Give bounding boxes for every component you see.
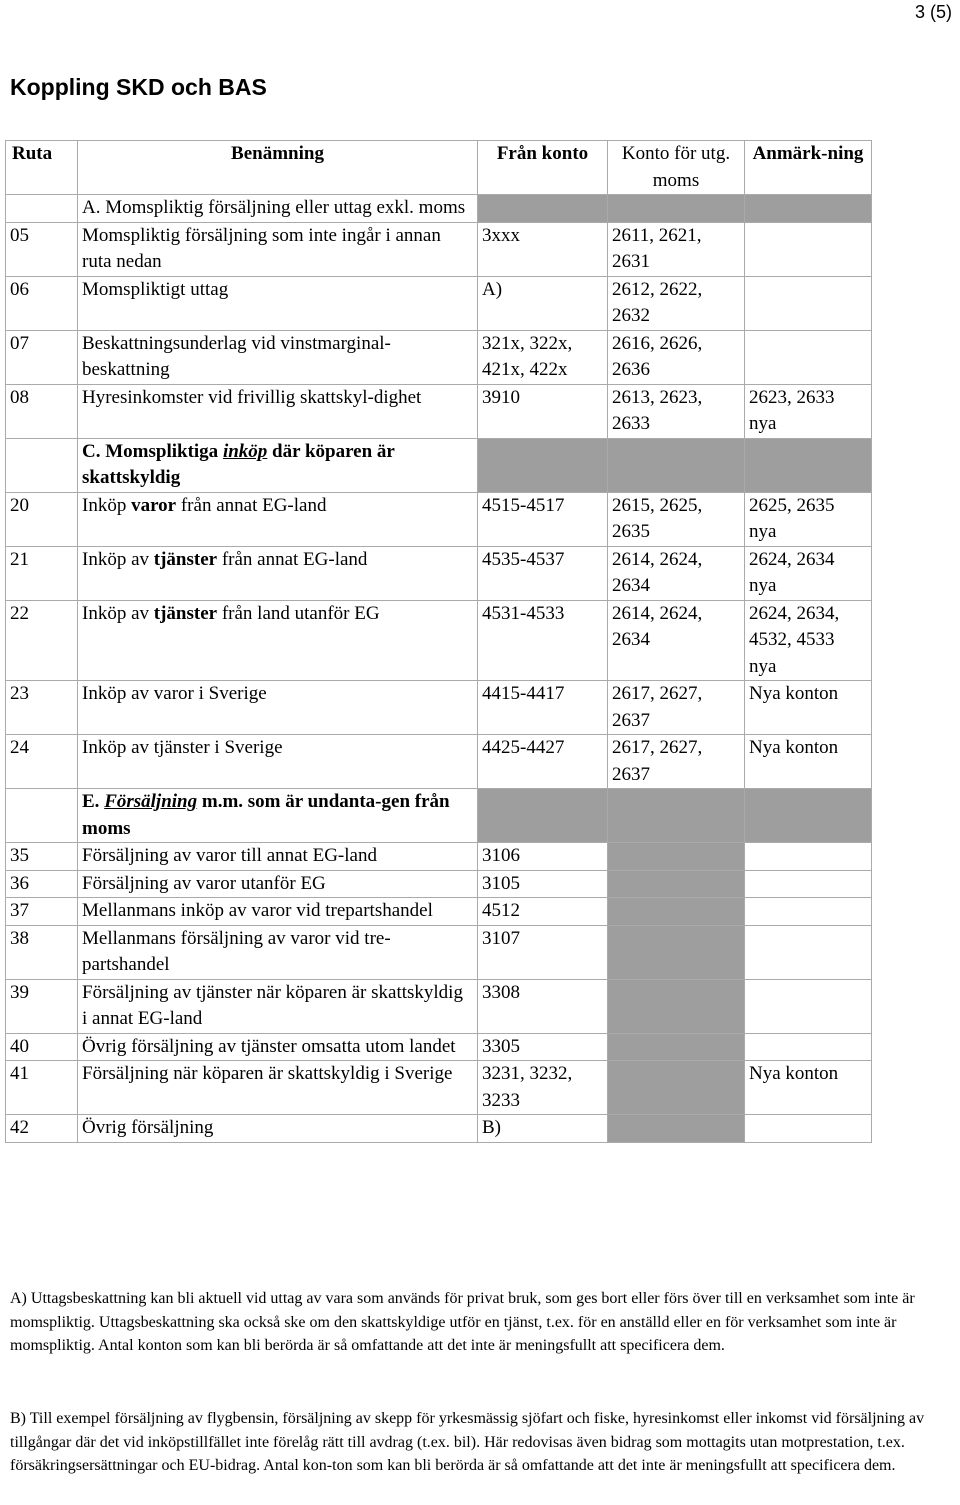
anmarkning-cell xyxy=(745,898,872,926)
fran-konto-cell: 3910 xyxy=(478,384,608,438)
section-a-heading: A. Momspliktig försäljning eller uttag exkl. moms xyxy=(78,195,478,223)
table-row xyxy=(6,546,872,600)
table-row xyxy=(6,898,872,926)
konto-utg-moms-cell xyxy=(608,843,745,871)
konto-utg-moms-cell xyxy=(608,925,745,979)
table-body xyxy=(6,195,872,1143)
mapping-table xyxy=(5,140,872,1143)
benamning-bold: tjänster xyxy=(153,602,218,624)
benamning-cell: Försäljning av tjänster när köparen är skattskyldig i annat EG-land xyxy=(78,979,478,1033)
section-row-a xyxy=(6,195,872,223)
konto-utg-moms-cell xyxy=(608,870,745,898)
ruta-cell: 35 xyxy=(6,843,78,871)
fran-konto-cell: 4531-4533 xyxy=(478,600,608,681)
ruta-cell: 21 xyxy=(6,546,78,600)
fran-konto-cell: B) xyxy=(478,1115,608,1143)
fran-konto-cell: 4512 xyxy=(478,898,608,926)
benamning-cell xyxy=(78,492,478,546)
konto-utg-moms-cell: 2617, 2627, 2637 xyxy=(608,681,745,735)
section-e-heading xyxy=(78,789,478,843)
table-row xyxy=(6,1061,872,1115)
anmarkning-cell xyxy=(745,925,872,979)
page-number: 3 (5) xyxy=(914,2,952,22)
section-e-post: m.m. som är undanta-gen från moms xyxy=(82,791,450,839)
konto-utg-moms-cell xyxy=(608,979,745,1033)
anmarkning-cell xyxy=(745,843,872,871)
empty-cell xyxy=(6,438,78,492)
ruta-cell: 40 xyxy=(6,1033,78,1061)
shaded-cell xyxy=(478,438,608,492)
benamning-text: Inköp av varor i Sverige xyxy=(82,683,267,704)
ruta-cell: 08 xyxy=(6,384,78,438)
empty-cell xyxy=(6,789,78,843)
table-row xyxy=(6,492,872,546)
footnote-b: B) Till exempel försäljning av flygbensin, försäljning av skepp för yrkesmässig sjöfart och fiske, hyresinkomst eller inkomst vid försäljning av tillgångar där det vid inköpstillfället inte förelåg rätt till avdrag (t.ex. bil). Här redovisas även bidrag som mottagits utan motprestation, t.ex. försäkringsersättningar och EU-bidrag. Antal kon-ton som kan bli berörda är så omfattande att det inte är meningsfullt att specificera dem. xyxy=(10,1410,925,1474)
anmarkning-cell xyxy=(745,870,872,898)
header-fran-konto: Från konto xyxy=(478,141,608,195)
benamning-bold: tjänster xyxy=(153,548,218,570)
anmarkning-cell: 2624, 2634, 4532, 4533 nya xyxy=(745,600,872,681)
fran-konto-cell: 321x, 322x, 421x, 422x xyxy=(478,330,608,384)
konto-utg-moms-cell xyxy=(608,1061,745,1115)
shaded-cell xyxy=(478,789,608,843)
benamning-text: Inköp av tjänster i Sverige xyxy=(82,737,283,758)
table-row xyxy=(6,843,872,871)
fran-konto-cell: A) xyxy=(478,276,608,330)
ruta-cell: 39 xyxy=(6,979,78,1033)
benamning-cell xyxy=(78,600,478,681)
fran-konto-cell: 4515-4517 xyxy=(478,492,608,546)
table-row xyxy=(6,681,872,735)
table-row xyxy=(6,925,872,979)
ruta-cell: 05 xyxy=(6,222,78,276)
anmarkning-cell: 2623, 2633 nya xyxy=(745,384,872,438)
shaded-cell xyxy=(745,438,872,492)
table-row xyxy=(6,276,872,330)
benamning-text: Inköp av xyxy=(82,602,154,624)
shaded-cell xyxy=(608,438,745,492)
konto-utg-moms-cell: 2616, 2626, 2636 xyxy=(608,330,745,384)
table-row xyxy=(6,330,872,384)
fran-konto-cell: 3106 xyxy=(478,843,608,871)
anmarkning-cell: Nya konton xyxy=(745,681,872,735)
benamning-cell: Momspliktig försäljning som inte ingår i annan ruta nedan xyxy=(78,222,478,276)
ruta-cell: 38 xyxy=(6,925,78,979)
benamning-cell: Momspliktigt uttag xyxy=(78,276,478,330)
table-row xyxy=(6,1115,872,1143)
header-ruta: Ruta xyxy=(6,141,78,195)
fran-konto-cell: 4425-4427 xyxy=(478,735,608,789)
ruta-cell: 37 xyxy=(6,898,78,926)
konto-utg-moms-cell: 2613, 2623, 2633 xyxy=(608,384,745,438)
section-row-e xyxy=(6,789,872,843)
benamning-cell xyxy=(78,546,478,600)
fran-konto-cell: 3308 xyxy=(478,979,608,1033)
benamning-text: Inköp xyxy=(82,494,132,516)
table-header-row xyxy=(6,141,872,195)
konto-utg-moms-cell: 2614, 2624, 2634 xyxy=(608,546,745,600)
table-row xyxy=(6,384,872,438)
benamning-cell: Övrig försäljning av tjänster omsatta utom landet xyxy=(78,1033,478,1061)
fran-konto-cell: 3105 xyxy=(478,870,608,898)
fran-konto-cell: 3xxx xyxy=(478,222,608,276)
konto-utg-moms-cell: 2612, 2622, 2632 xyxy=(608,276,745,330)
benamning-cell: Mellanmans inköp av varor vid trepartshandel xyxy=(78,898,478,926)
anmarkning-cell xyxy=(745,1115,872,1143)
ruta-cell: 06 xyxy=(6,276,78,330)
ruta-cell: 24 xyxy=(6,735,78,789)
table-row xyxy=(6,735,872,789)
header-benamning: Benämning xyxy=(78,141,478,195)
fran-konto-cell: 3231, 3232, 3233 xyxy=(478,1061,608,1115)
konto-utg-moms-cell: 2617, 2627, 2637 xyxy=(608,735,745,789)
anmarkning-cell: Nya konton xyxy=(745,735,872,789)
section-e-pre: E. xyxy=(82,791,105,812)
benamning-cell: Beskattningsunderlag vid vinstmarginal-beskattning xyxy=(78,330,478,384)
section-c-pre: C. Momspliktiga xyxy=(82,440,223,462)
ruta-cell: 42 xyxy=(6,1115,78,1143)
konto-utg-moms-cell: 2615, 2625, 2635 xyxy=(608,492,745,546)
anmarkning-cell: 2625, 2635 nya xyxy=(745,492,872,546)
shaded-cell xyxy=(608,789,745,843)
konto-utg-moms-cell xyxy=(608,898,745,926)
fran-konto-cell: 3107 xyxy=(478,925,608,979)
benamning-text: från annat EG-land xyxy=(217,548,368,570)
table-row xyxy=(6,600,872,681)
benamning-cell: Mellanmans försäljning av varor vid tre-partshandel xyxy=(78,925,478,979)
konto-utg-moms-cell: 2611, 2621, 2631 xyxy=(608,222,745,276)
benamning-cell xyxy=(78,681,478,735)
benamning-cell: Försäljning när köparen är skattskyldig i Sverige xyxy=(78,1061,478,1115)
section-c-emphasis: inköp xyxy=(222,440,268,462)
shaded-cell xyxy=(745,789,872,843)
fran-konto-cell: 4535-4537 xyxy=(478,546,608,600)
section-c-post: där köparen är skattskyldig xyxy=(82,440,395,488)
fran-konto-cell: 4415-4417 xyxy=(478,681,608,735)
table-row xyxy=(6,222,872,276)
anmarkning-cell xyxy=(745,222,872,276)
anmarkning-cell: 2624, 2634 nya xyxy=(745,546,872,600)
section-row-c xyxy=(6,438,872,492)
anmarkning-cell xyxy=(745,276,872,330)
table-row xyxy=(6,979,872,1033)
benamning-cell: Hyresinkomster vid frivillig skattskyl-dighet xyxy=(78,384,478,438)
fran-konto-cell: 3305 xyxy=(478,1033,608,1061)
benamning-cell: Försäljning av varor utanför EG xyxy=(78,870,478,898)
table-row xyxy=(6,1033,872,1061)
benamning-cell xyxy=(78,735,478,789)
konto-utg-moms-cell: 2614, 2624, 2634 xyxy=(608,600,745,681)
benamning-text: Inköp av xyxy=(82,548,154,570)
footnote-a: A) Uttagsbeskattning kan bli aktuell vid uttag av vara som används för privat bruk, som ges bort eller förs över till en verksamhet som inte är momspliktig. Uttagsbeskattning ska också ske om den skattskyldige utför en tjänst, t.ex. för en anställd eller en för verksamhet som inte är momspliktig. Antal konton som kan bli berörda är så omfattande att det inte är meningsfullt att specificera dem. xyxy=(10,1290,915,1354)
benamning-cell: Försäljning av varor till annat EG-land xyxy=(78,843,478,871)
ruta-cell: 36 xyxy=(6,870,78,898)
header-anmarkning: Anmärk-ning xyxy=(745,141,872,195)
benamning-text: från annat EG-land xyxy=(176,494,327,516)
ruta-cell: 23 xyxy=(6,681,78,735)
ruta-cell: 07 xyxy=(6,330,78,384)
header-konto-utg-moms: Konto för utg. moms xyxy=(608,141,745,195)
benamning-cell: Övrig försäljning xyxy=(78,1115,478,1143)
section-e-emphasis: Försäljning xyxy=(104,791,198,812)
anmarkning-cell: Nya konton xyxy=(745,1061,872,1115)
ruta-cell: 20 xyxy=(6,492,78,546)
anmarkning-cell xyxy=(745,979,872,1033)
konto-utg-moms-cell xyxy=(608,1033,745,1061)
benamning-text: från land utanför EG xyxy=(217,602,380,624)
anmarkning-cell xyxy=(745,330,872,384)
benamning-bold: varor xyxy=(131,494,177,516)
table-row xyxy=(6,870,872,898)
ruta-cell: 41 xyxy=(6,1061,78,1115)
page-title: Koppling SKD och BAS xyxy=(10,74,267,100)
konto-utg-moms-cell xyxy=(608,1115,745,1143)
section-c-heading xyxy=(78,438,478,492)
ruta-cell: 22 xyxy=(6,600,78,681)
anmarkning-cell xyxy=(745,1033,872,1061)
